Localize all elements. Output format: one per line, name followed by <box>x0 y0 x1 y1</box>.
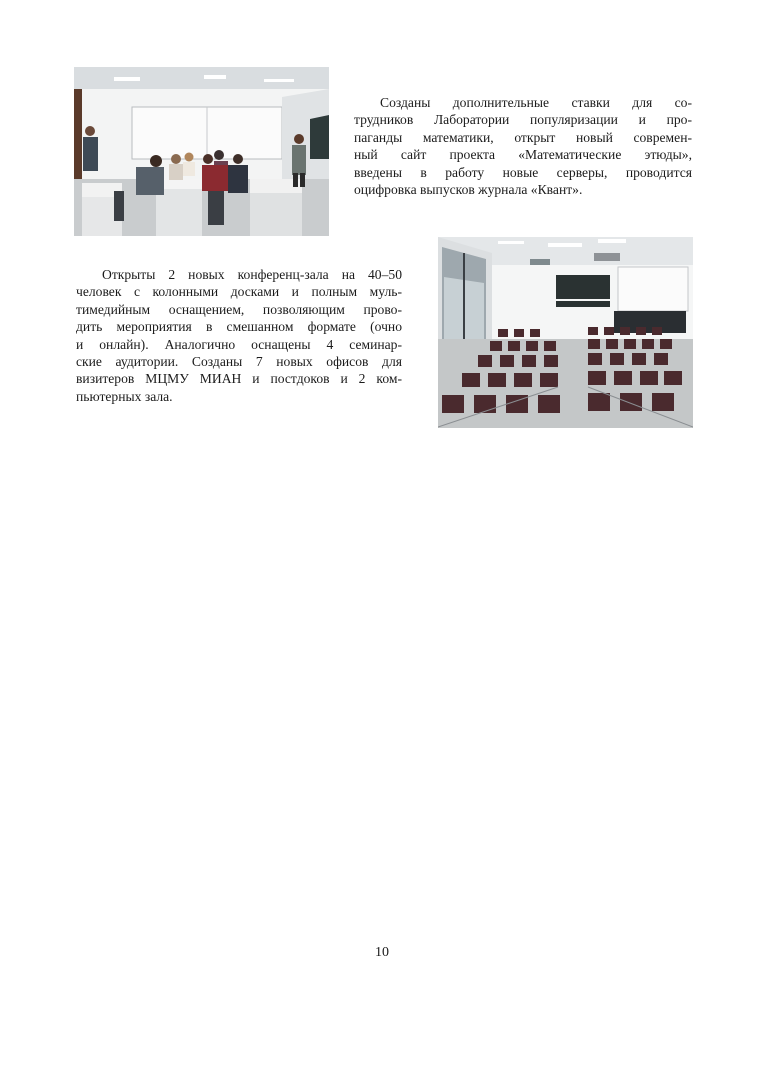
conference-hall-photo <box>438 237 693 428</box>
paragraph-conference-halls <box>76 266 402 405</box>
paragraph-line: визитеров МЦМУ МИАН и постдоков и 2 ком- <box>76 371 402 387</box>
paragraph-line: введены в работу новые серверы, проводится <box>354 164 692 180</box>
paragraph-line: ские аудитории. Созданы 7 новых офисов для <box>76 354 402 370</box>
paragraph-line: оцифровка выпусков журнала «Квант». <box>354 182 583 198</box>
paragraph-line: Открыты 2 новых конференц-зала на 40–50 <box>102 267 402 282</box>
paragraph-line: дить мероприятия в смешанном формате (очно <box>76 319 402 335</box>
paragraph-line: пьютерных зала. <box>76 388 173 404</box>
paragraph-line: ный сайт проекта «Математические этюды», <box>354 147 692 163</box>
paragraph-line: Созданы дополнительные ставки для со- <box>380 95 692 110</box>
page-number: 10 <box>375 945 389 960</box>
paragraph-line: тимедийным оснащением, позволяющим прово- <box>76 301 402 317</box>
paragraph-line: трудников Лаборатории популяризации и про- <box>354 112 692 128</box>
paragraph-line: человек с колонными досками и полным муль- <box>76 284 402 300</box>
paragraph-staff-and-website <box>354 94 692 198</box>
paragraph-line: паганды математики, открыт новый современ- <box>354 129 692 145</box>
seminar-room-photo <box>74 67 329 236</box>
paragraph-line: и онлайн). Аналогично оснащены 4 семинар- <box>76 336 402 352</box>
